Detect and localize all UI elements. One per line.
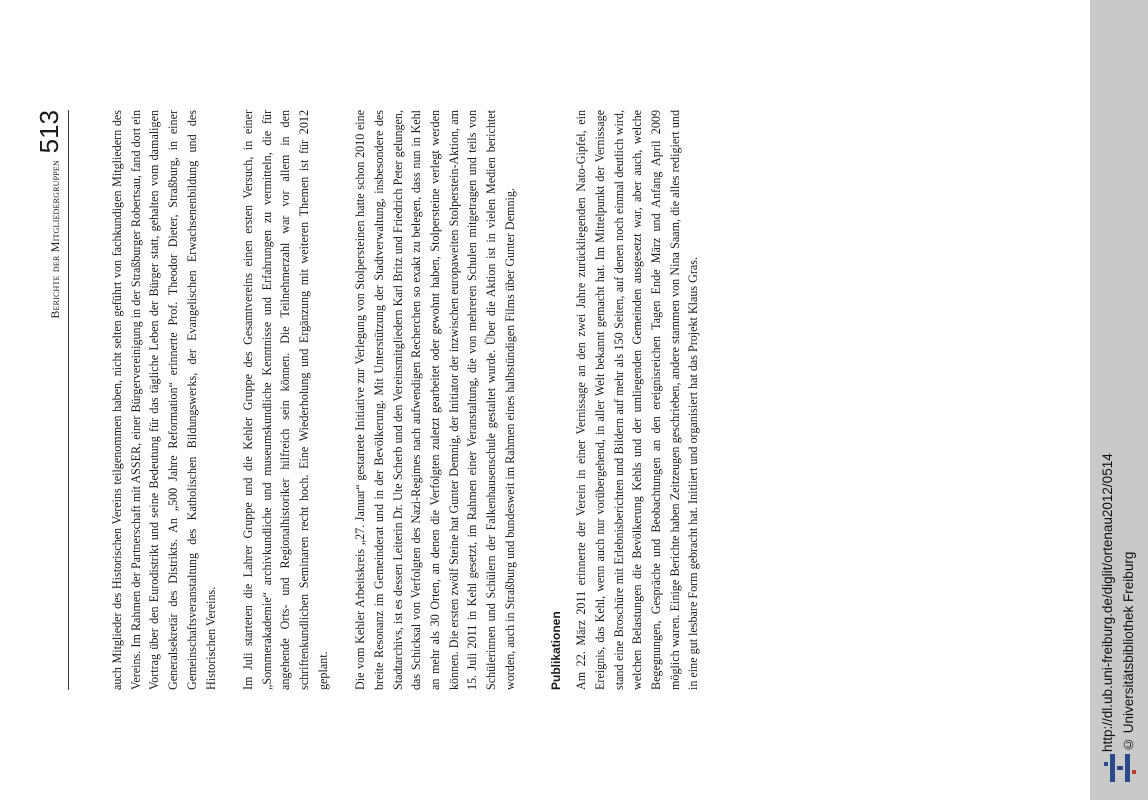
copyright-notice: © Universitätsbibliothek Freiburg	[1121, 551, 1136, 752]
source-url-link[interactable]: http://dl.ub.uni-freiburg.de/diglit/ortenau2012/0514	[1100, 453, 1115, 752]
paragraph-3: Die vom Kehler Arbeitskreis „27. Januar“ gestartete Initiative zur Verlegung von Stolpersteinen hatte schon 2010 eine breite Resonanz im Gemeinderat und in der Bevölkerung. Mit Unterstützung der Stadtverwaltung, insbesondere des Stadtarchivs, ist es dessen Leiterin Dr. Ute Scherb und den Vereinsmitgliedern Karl Britz und Friedrich Peter gelungen, das Schicksal von Verfolgten des Nazi-Regimes nach aufwendigen Recherchen so exakt zu belegen, dass nun in Kehl an mehr als 30 Orten, an denen die Verfolgten zuletzt gearbeitet oder gewohnt haben, Stolpersteine verlegt werden können. Die ersten zwölf Steine hat Gunter Demnig, der Initiator der inzwischen europaweiten Stolperstein-Aktion, am 15. Juli 2011 in Kehl gesetzt, im Rahmen einer Veranstaltung, die von mehreren Schulen mitgetragen und teils von Schülerinnen und Schülern der Falkenhausenschule gestaltet wurde. Über die Aktion ist in vielen Medien berichtet worden, auch in Straßburg und bundesweit im Rahmen eines halbstündigen Films über Gunter Demnig.	[353, 110, 517, 690]
paragraph-1: auch Mitglieder des Historischen Vereins teilgenommen haben, nicht selten geführt von fachkundigen Mitgliedern des Vereins. Im Rahmen der Partnerschaft mit ASSER, einer Bürgervereinigung in der Straßburger Robertsau, fand dort ein Vortrag über den Eurodistrikt und seine Bedeutung für das tägliche Leben der Bürger statt, gehalten vom damaligen Generalsekretär des Distrikts. An „500 Jahre Reformation“ erinnerte Prof. Theodor Dieter, Straßburg, in einer Gemeinschaftsveranstaltung des Katholischen Bildungswerks, der Evangelischen Erwachsenenbildung und des Historischen Vereins.	[110, 110, 218, 690]
page-number: 513	[34, 110, 64, 154]
watermark-sidebar	[1090, 0, 1148, 800]
body-text	[108, 110, 722, 690]
paragraph-2: Im Juli starteten die Lahrer Gruppe und die Kehler Gruppe des Gesamtvereins einen ersten Versuch, in einer „Sommerakademie“ archivkundliche und museumskundliche Kenntnisse und Erfahrungen zu vermitteln, die für angehende Orts- und Regionalhistoriker hilfreich sein können. Die Teilnehmerzahl war vor allem in den schriftenkundlichen Seminaren recht hoch. Eine Wiederholung und Ergänzung mit weiteren Themen ist für 2012 geplant.	[240, 110, 330, 690]
header-rule	[68, 110, 69, 690]
section-heading-publikationen: Publikationen	[549, 611, 564, 690]
paragraph-publikationen: Am 22. März 2011 erinnerte der Verein in einer Vernissage an den zwei Jahre zurückliegenden Nato-Gipfel, ein Ereignis, das Kehl, wenn auch nur vorübergehend, in aller Welt bekannt gemacht hat. Im Mittelpunkt der Vernissage stand eine Broschüre mit Erlebnisberichten und Bildern auf mehr als 150 Seiten, auf denen noch einmal deutlich wird, welchen Belastungen die Bevölkerung Kehls und der umliegenden Gemeinden ausgesetzt war, aber auch, welche Begegnungen, Gespräche und Beobachtungen an den ereignisreichen Tagen Ende März und Anfang April 2009 möglich waren. Einige Berichte haben Zeitzeugen geschrieben, andere stammen von Nina Saam, die alles redigiert und in eine gut lesbare Form gebracht hat. Initiiert und organisiert hat das Projekt Klaus Gras.	[574, 110, 701, 690]
ub-freiburg-logo-icon	[1100, 748, 1140, 788]
running-head: Berichte der Mitgliedergruppen	[48, 160, 62, 319]
